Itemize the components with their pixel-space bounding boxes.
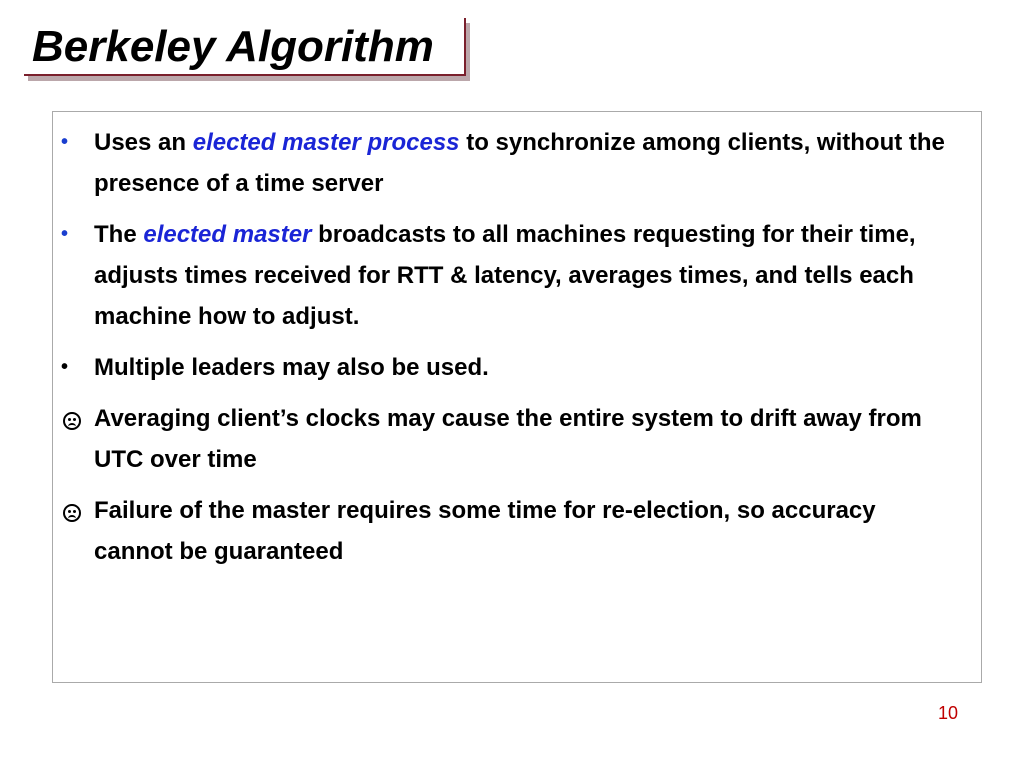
emphasis-text: elected master process <box>192 129 460 156</box>
bullet-text: broadcasts to all machines requesting for their time, adjusts times received for RTT & latency, averages times, and tells each machine how to adjust. <box>94 221 916 330</box>
frown-icon <box>63 504 81 522</box>
bullet-text: to synchronize among clients, without the presence of a time server <box>94 129 945 197</box>
bullet-text: Multiple leaders may also be used. <box>94 354 489 381</box>
bullet-dot-icon: • <box>61 356 69 378</box>
bullet-item <box>53 490 981 572</box>
frown-icon <box>63 412 81 430</box>
bullet-text: Failure of the master requires some time for re-election, so accuracy cannot be guaranteed <box>94 497 876 565</box>
slide-title: Berkeley Algorithm <box>32 22 434 71</box>
content-box <box>52 111 982 683</box>
bullet-item <box>53 347 981 388</box>
bullet-item <box>53 122 981 204</box>
frown-marker <box>63 398 91 439</box>
bullet-item <box>53 398 981 480</box>
emphasis-text: elected master <box>143 221 312 248</box>
bullet-dot-icon: • <box>61 223 69 245</box>
bullet-dot-icon: • <box>61 131 69 153</box>
page-number: 10 <box>938 703 959 723</box>
slide-title-box <box>24 18 466 76</box>
frown-marker <box>63 490 91 531</box>
bullet-text: Averaging client’s clocks may cause the entire system to drift away from UTC over time <box>94 405 922 473</box>
bullet-text: The <box>94 221 144 248</box>
bullet-item <box>53 214 981 337</box>
bullet-list <box>53 122 981 582</box>
bullet-text: Uses an <box>94 129 193 156</box>
